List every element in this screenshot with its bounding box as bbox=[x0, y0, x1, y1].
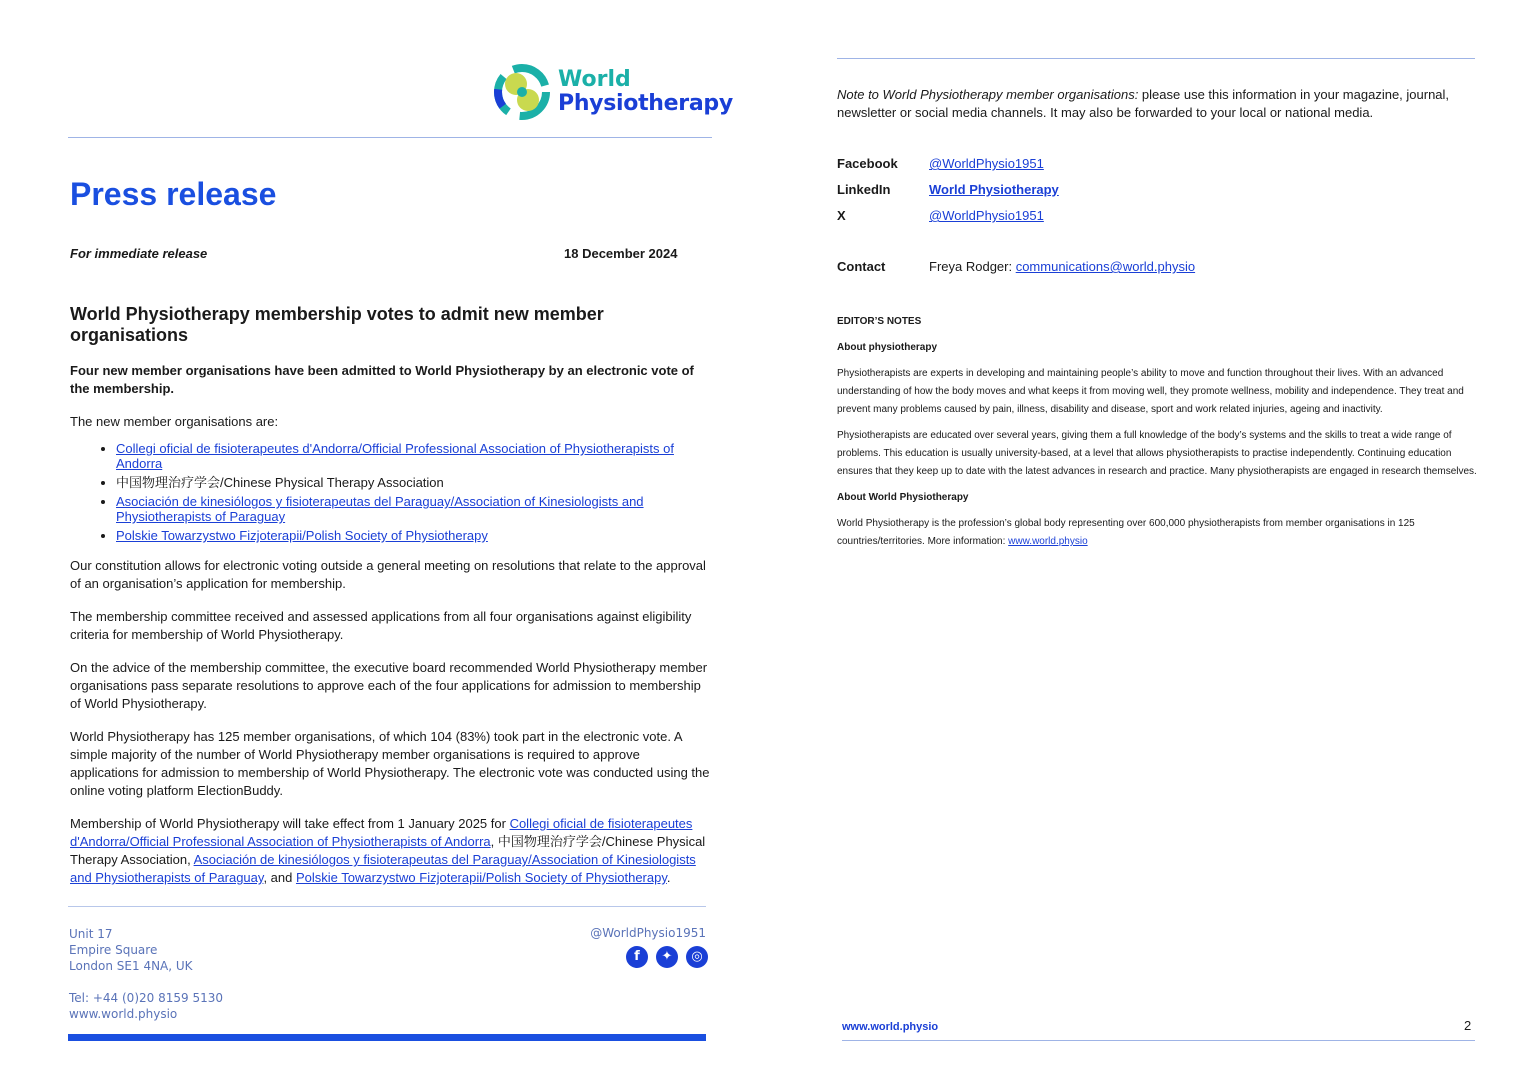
social-label: LinkedIn bbox=[837, 182, 891, 197]
page-title: Press release bbox=[70, 176, 277, 212]
note-label: Note to World Physiotherapy member organisations: bbox=[837, 87, 1139, 102]
address-line-2: Empire Square bbox=[69, 943, 158, 957]
footer-divider-2 bbox=[842, 1040, 1475, 1041]
member-text-china: 中国物理治疗学会/Chinese Physical Therapy Association bbox=[116, 475, 444, 490]
paragraph-vote: World Physiotherapy has 125 member organisations, of which 104 (83%) took part in the electronic vote. A simple majority of the number of World Physiotherapy member organisations is required to approve applications for admission to membership of World Physiotherapy. The electronic vote was conducted using the online voting platform ElectionBuddy. bbox=[70, 729, 710, 798]
about-wp-text: World Physiotherapy is the profession’s global body representing over 600,000 physiotherapists from member organisations in 125 countries/territories. More information: bbox=[837, 518, 1415, 547]
list-intro: The new member organisations are: bbox=[70, 414, 279, 429]
logo-line-2: Physiotherapy bbox=[558, 91, 733, 116]
telephone: Tel: +44 (0)20 8159 5130 bbox=[69, 991, 223, 1005]
about-physiotherapy-heading: About physiotherapy bbox=[837, 342, 938, 353]
editors-notes-heading: EDITOR’S NOTES bbox=[837, 316, 922, 327]
world-physiotherapy-logo bbox=[492, 62, 733, 122]
effective-link-andorra[interactable]: Collegi oficial de fisioterapeutes d'Andorra/Official Professional Association of Physiotherapists of Andorra bbox=[70, 816, 693, 849]
member-link-andorra[interactable]: Collegi oficial de fisioterapeutes d'Andorra/Official Professional Association of Physiotherapists of Andorra bbox=[116, 441, 674, 471]
lead-paragraph: Four new member organisations have been admitted to World Physiotherapy by an electronic vote of the membership. bbox=[70, 363, 694, 396]
footer-website[interactable]: www.world.physio bbox=[842, 1021, 939, 1033]
paragraph-constitution: Our constitution allows for electronic voting outside a general meeting on resolutions that relate to the approval of an organisation’s application for membership. bbox=[70, 558, 706, 591]
about-world-physiotherapy-heading: About World Physiotherapy bbox=[837, 492, 969, 503]
about-physiotherapy-p2: Physiotherapists are educated over several years, giving them a full knowledge of the body’s systems and the skills to treat a wide range of problems. This education is usually university-based, at a level that allows physiotherapists to practise independently. Continuing education ensures that they keep up to date with the latest advances in research and practice. Many physiotherapists are engaged in research themselves. bbox=[837, 430, 1477, 477]
footer-divider bbox=[68, 906, 706, 907]
contact-name: Freya Rodger: bbox=[929, 259, 1016, 274]
about-wp-link[interactable]: www.world.physio bbox=[1008, 536, 1088, 547]
list-item bbox=[116, 475, 710, 490]
facebook-icon[interactable]: f bbox=[626, 946, 648, 968]
member-list bbox=[70, 441, 710, 543]
release-date: 18 December 2024 bbox=[564, 246, 678, 261]
article-body bbox=[70, 362, 710, 902]
logo-line-1: World bbox=[558, 67, 631, 92]
address-line-1: Unit 17 bbox=[69, 927, 113, 941]
footer-address bbox=[69, 926, 223, 1022]
contact-value bbox=[929, 259, 1195, 274]
social-handle[interactable]: @WorldPhysio1951 bbox=[590, 926, 706, 940]
headline: World Physiotherapy membership votes to admit new member organisations bbox=[70, 304, 604, 345]
contact-email-link[interactable]: communications@world.physio bbox=[1015, 259, 1196, 274]
instagram-icon[interactable]: ◎ bbox=[686, 946, 708, 968]
footer-bar bbox=[68, 1034, 706, 1041]
contact-label: Contact bbox=[837, 259, 886, 274]
page-number: 2 bbox=[1464, 1018, 1472, 1033]
twitter-icon[interactable]: ✦ bbox=[656, 946, 678, 968]
header-divider bbox=[68, 137, 712, 138]
member-link-poland[interactable]: Polskie Towarzystwo Fizjoterapii/Polish Society of Physiotherapy bbox=[116, 528, 488, 543]
about-world-physiotherapy-p bbox=[837, 515, 1477, 551]
paragraph-effective bbox=[70, 815, 710, 887]
social-label: Facebook bbox=[837, 156, 898, 171]
page-2 bbox=[769, 0, 1538, 1080]
list-item bbox=[116, 528, 710, 543]
social-label: X bbox=[837, 208, 846, 223]
website[interactable]: www.world.physio bbox=[69, 1007, 178, 1021]
member-note bbox=[837, 86, 1467, 122]
list-item bbox=[116, 441, 710, 471]
facebook-link[interactable]: @WorldPhysio1951 bbox=[929, 156, 1044, 171]
effective-link-paraguay[interactable]: Asociación de kinesiólogos y fisioterapeutas del Paraguay/Association of Kinesiologists and Physiotherapists of Paraguay bbox=[70, 852, 696, 885]
paragraph-board: On the advice of the membership committee, the executive board recommended World Physiotherapy member organisations pass separate resolutions to approve each of the four applications for admission to membership of World Physiotherapy. bbox=[70, 660, 708, 711]
effective-text-1: Membership of World Physiotherapy will take effect from 1 January 2025 for bbox=[70, 816, 510, 831]
paragraph-committee: The membership committee received and assessed applications from all four organisations against eligibility criteria for membership of World Physiotherapy. bbox=[70, 609, 692, 642]
social-icons bbox=[626, 946, 708, 970]
note-text: please use this information in your magazine, journal, newsletter or social media channels. It may also be forwarded to your local or national media. bbox=[837, 87, 1450, 120]
list-item bbox=[116, 494, 710, 524]
editors-notes bbox=[837, 313, 1477, 559]
linkedin-link[interactable]: World Physiotherapy bbox=[929, 182, 1059, 197]
about-physiotherapy-p1: Physiotherapists are experts in developing and maintaining people’s ability to move and function throughout their lives. With an advanced understanding of how the body moves and what keeps it from moving well, they promote wellness, mobility and independence. They treat and prevent many problems caused by pain, illness, disability and disease, sport and work related injuries, ageing and inactivity. bbox=[837, 368, 1464, 415]
effective-link-poland[interactable]: Polskie Towarzystwo Fizjoterapii/Polish Society of Physiotherapy bbox=[295, 870, 667, 885]
address-line-3: London SE1 4NA, UK bbox=[69, 959, 193, 973]
effective-text-3: , and bbox=[263, 870, 296, 885]
logo-wordmark bbox=[558, 68, 733, 116]
effective-text-4: . bbox=[666, 870, 671, 885]
member-link-paraguay[interactable]: Asociación de kinesiólogos y fisioterapeutas del Paraguay/Association of Kinesiologists and Physiotherapists of Paraguay bbox=[116, 494, 644, 524]
release-status: For immediate release bbox=[70, 246, 208, 261]
header-divider-2 bbox=[837, 58, 1475, 59]
x-link[interactable]: @WorldPhysio1951 bbox=[929, 208, 1044, 223]
effective-text-2: , 中国物理治疗学会/Chinese Physical Therapy Association, bbox=[70, 834, 706, 867]
logo-mark-icon bbox=[492, 62, 552, 122]
